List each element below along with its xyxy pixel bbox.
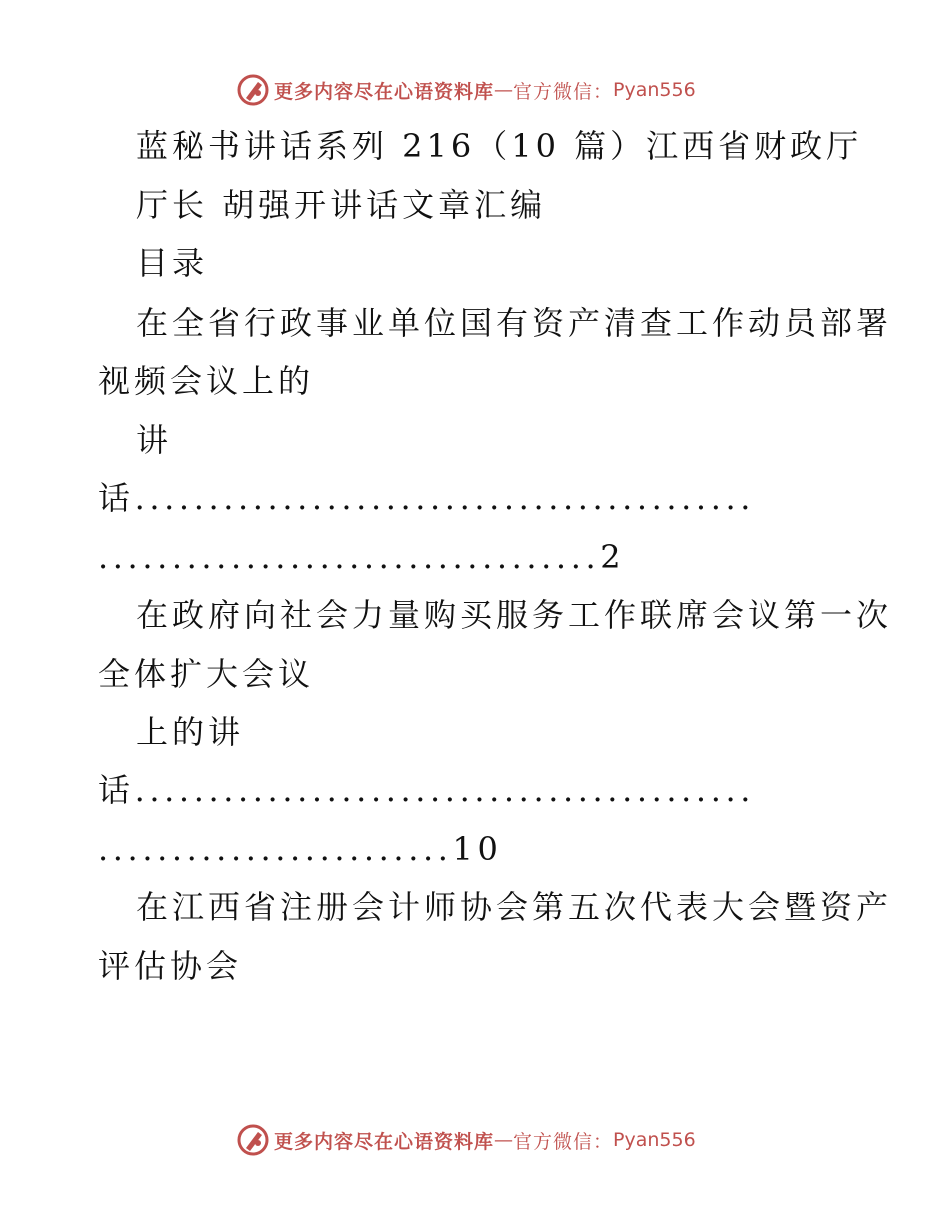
toc-entry-1-line3: 讲 [136, 421, 173, 459]
watermark-text: 更多内容尽在心语资料库 [274, 80, 495, 103]
watermark-banner-bottom [236, 1122, 716, 1158]
watermark-wechat-label: 官方微信： [513, 80, 614, 103]
watermark-wechat-id: Pyan556 [613, 79, 696, 101]
toc-entry-2-line3: 上的讲 [136, 713, 245, 751]
toc-entry-1-page: ..................................2 [98, 538, 626, 576]
pen-logo-icon [236, 73, 270, 107]
watermark-banner-top [236, 72, 716, 108]
toc-entry-2-page: ........................10 [98, 830, 503, 868]
toc-entry-1-line2: 视频会议上的 [98, 362, 315, 400]
toc-entry-1-line1: 在全省行政事业单位国有资产清查工作动员部署 [136, 304, 893, 342]
watermark-wechat-label: 官方微信： [513, 1130, 614, 1153]
toc-entry-2-leader: 话.......................................... [98, 771, 756, 809]
toc-entry-2-line1: 在政府向社会力量购买服务工作联席会议第一次 [136, 596, 893, 634]
toc-entry-2-line2: 全体扩大会议 [98, 655, 315, 693]
toc-entry-1-leader: 话.......................................... [98, 479, 756, 517]
watermark-dash: — [494, 1129, 514, 1151]
toc-heading: 目录 [136, 244, 209, 282]
pen-logo-icon [236, 1123, 270, 1157]
document-title-line1: 蓝秘书讲话系列 216（10 篇）江西省财政厅 [136, 127, 863, 165]
watermark-text: 更多内容尽在心语资料库 [274, 1130, 495, 1153]
watermark-dash: — [494, 79, 514, 101]
toc-entry-3-line2: 评估协会 [98, 947, 243, 985]
watermark-wechat-id: Pyan556 [613, 1129, 696, 1151]
toc-entry-3-line1: 在江西省注册会计师协会第五次代表大会暨资产 [136, 888, 893, 926]
document-title-line2: 厅长 胡强开讲话文章汇编 [136, 186, 547, 224]
